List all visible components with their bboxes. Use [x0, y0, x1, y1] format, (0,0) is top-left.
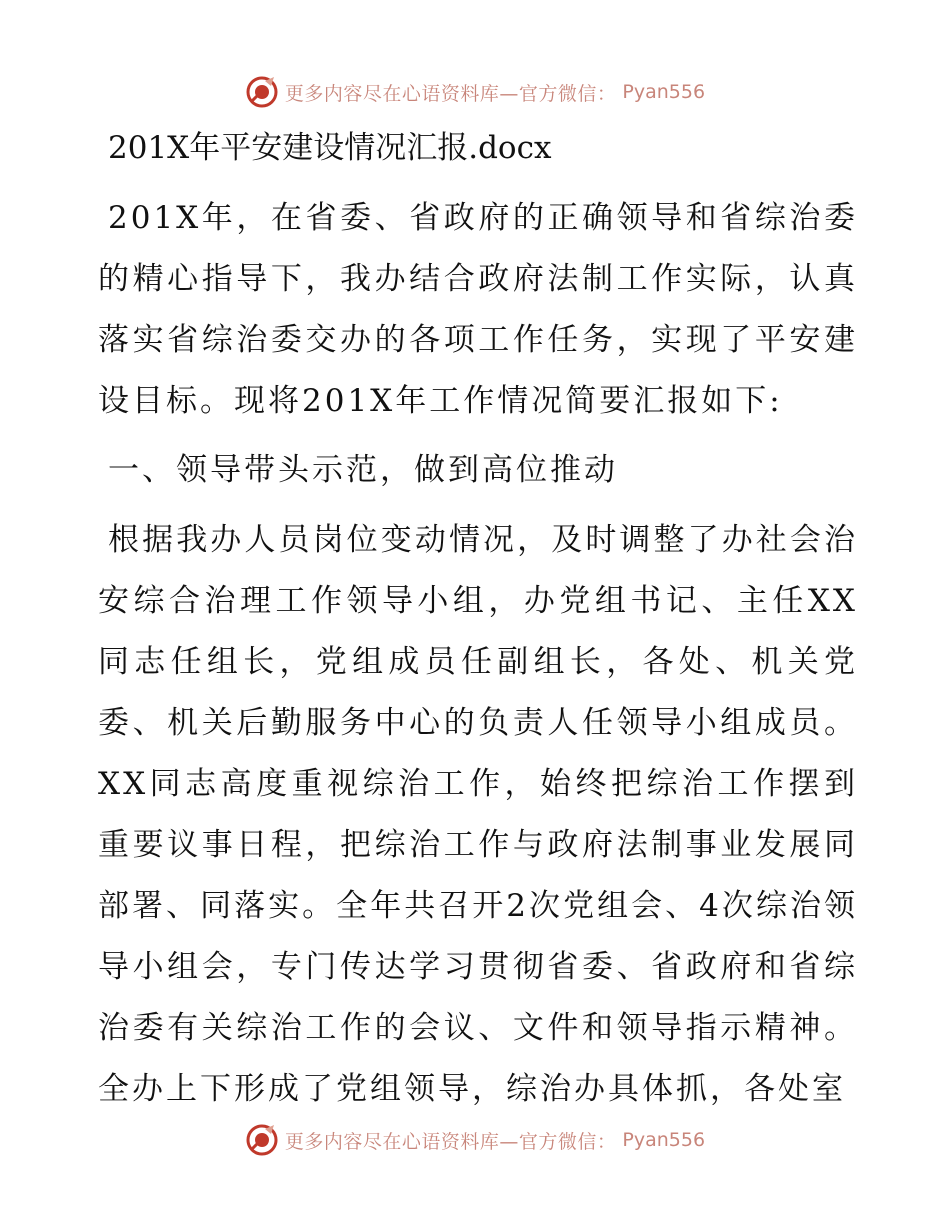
watermark-text: 更多内容尽在心语资料库—官方微信：: [284, 1130, 617, 1153]
footer-watermark: [0, 1118, 950, 1162]
paragraph-leadership: 根据我办人员岗位变动情况，及时调整了办社会治安综合治理工作领导小组，办党组书记、主任XX同志任组长，党组成员任副组长，各处、机关党委、机关后勤服务中心的负责人任领导小组成员。XX同志高度重视综治工作，始终把综治工作摆到重要议事日程，把综治工作与政府法制事业发展同部署、同落实。全年共召开2次党组会、4次综治领导小组会，专门传达学习贯彻省委、省政府和省综治委有关综治工作的会议、文件和领导指示精神。全办上下形成了党组领导，综治办具体抓，各处室: [98, 522, 858, 1107]
document-body: [98, 118, 858, 1120]
paragraph-intro: 201X年，在省委、省政府的正确领导和省综治委的精心指导下，我办结合政府法制工作实际，认真落实省综治委交办的各项工作任务，实现了平安建设目标。现将201X年工作情况简要汇报如下:: [98, 200, 858, 419]
brush-logo-icon: [245, 1123, 279, 1157]
brush-logo-icon: [245, 75, 279, 109]
section-heading-1: 一、领导带头示范，做到高位推动: [108, 452, 618, 488]
watermark-handle: Pyan556: [622, 1129, 706, 1151]
header-watermark: [0, 70, 950, 114]
watermark-text: 更多内容尽在心语资料库—官方微信：: [284, 82, 617, 105]
document-title: 201X年平安建设情况汇报.docx: [108, 130, 552, 166]
watermark-handle: Pyan556: [622, 81, 706, 103]
